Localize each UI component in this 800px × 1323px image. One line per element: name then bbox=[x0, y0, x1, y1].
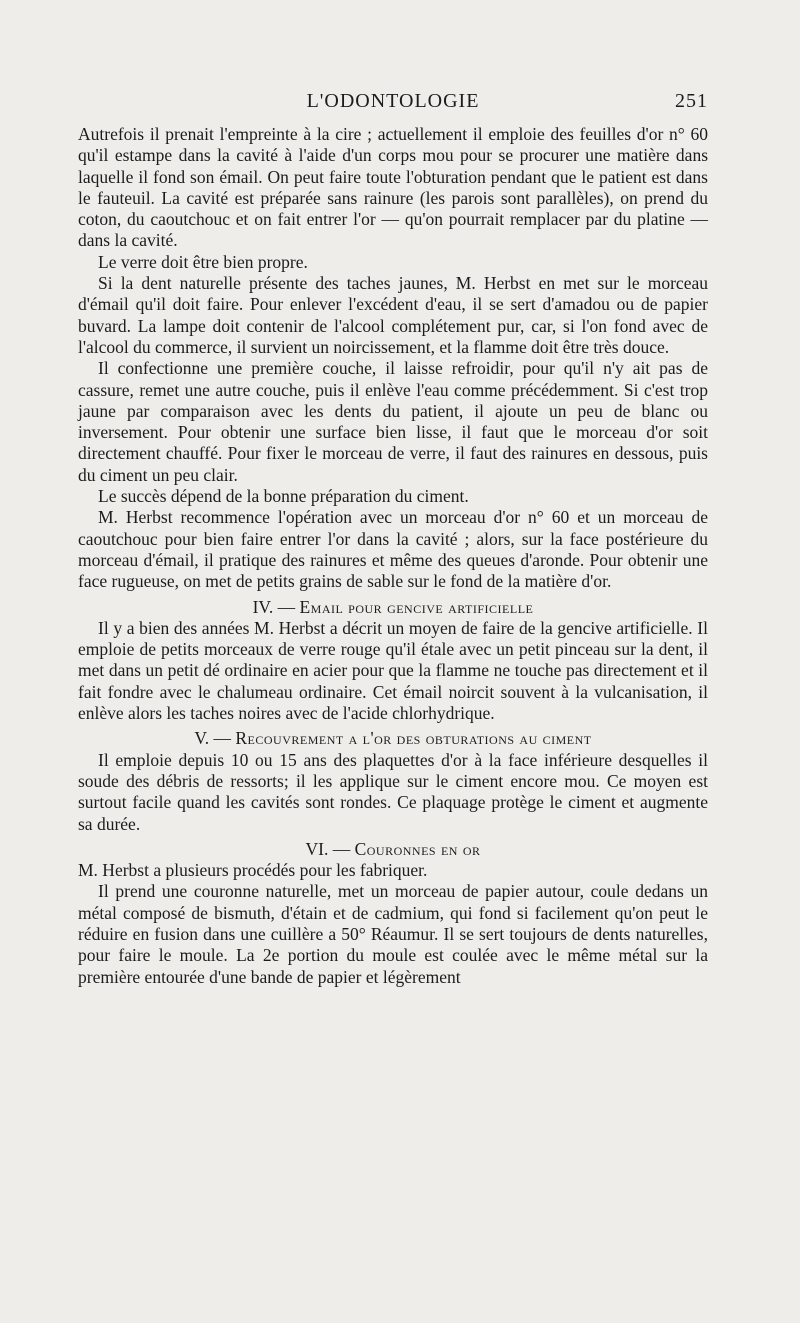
paragraph: Autrefois il prenait l'empreinte à la cire ; actuellement il emploie des feuilles d'or n° 60 qu'il estampe dans la cavité à l'aide d'un corps mou pour se procurer une matière dans laquelle il fond son émail. On peut faire toute l'obturation pendant que le patient est dans le fauteuil. La cavité est préparée sans rainure (les parois sont parallèles), on prend du coton, du caoutchouc et on fait entrer l'or — qu'on pourrait remplacer par du platine — dans la cavité. bbox=[78, 124, 708, 251]
paragraph: Il emploie depuis 10 ou 15 ans des plaquettes d'or à la face inférieure desquelles il soude des débris de ressorts; il les applique sur le ciment encore mou. Ce moyen est surtout facile quand les cavités sont rondes. Ce plaquage protège le ciment et augmente sa durée. bbox=[78, 749, 708, 834]
section-title: Email pour gencive artificielle bbox=[299, 596, 534, 617]
section-heading-vi bbox=[78, 839, 708, 860]
paragraph: Il prend une couronne naturelle, met un morceau de papier autour, coule dedans un métal composé de bismuth, d'étain et de cadmium, qui fond si facilement qu'on peut le réduire en fusion dans une cuillère a 50° Réaumur. Il se sert toujours de dents naturelles, pour faire le moule. La 2e portion du moule est coulée avec le même métal sur la première entourée d'une bande de papier et légèrement bbox=[78, 881, 708, 987]
section-number: VI. — bbox=[305, 838, 355, 859]
section-number: IV. — bbox=[252, 596, 300, 617]
paragraph: M. Herbst a plusieurs procédés pour les fabriquer. bbox=[78, 860, 428, 881]
section-title: Recouvrement a l'or des obturations au ciment bbox=[235, 728, 592, 749]
body-text bbox=[78, 124, 708, 988]
page-number: 251 bbox=[675, 90, 708, 112]
running-title: L'ODONTOLOGIE bbox=[306, 90, 480, 112]
paragraph: Il y a bien des années M. Herbst a décrit un moyen de faire de la gencive artificielle. Il emploie de petits morceaux de verre rouge qu'il étale avec un petit pinceau sur la dent, il met dans un petit dé ordinaire en acier pour que la flamme ne touche pas directement et il fait fondre avec le chalumeau ordinaire. Cet émail noircit souvent à la vulcanisation, il enlève alors les taches noires avec de l'acide chlorhydrique. bbox=[78, 617, 708, 724]
paragraph: Le verre doit être bien propre. bbox=[98, 251, 308, 272]
paragraph: M. Herbst recommence l'opération avec un morceau d'or n° 60 et un morceau de caoutchouc pour bien faire entrer l'or dans la cavité ; alors, sur la face postérieure du morceau d'émail, il pratique des rainures et même des queues d'aronde. Pour obtenir une face rugueuse, on met de petits grains de sable sur le fond de la matière d'or. bbox=[78, 507, 708, 592]
section-heading-v bbox=[78, 728, 708, 749]
paragraph: Si la dent naturelle présente des taches jaunes, M. Herbst en met sur le morceau d'émail qu'il doit faire. Pour enlever l'excédent d'eau, il se sert d'amadou ou de papier buvard. La lampe doit contenir de l'alcool complétement pur, car, si l'on fond avec de l'alcool du commerce, il survient un noircissement, et la flamme doit être très douce. bbox=[78, 273, 708, 357]
section-title: Couronnes en or bbox=[354, 838, 481, 859]
document-page bbox=[78, 90, 708, 988]
paragraph: Le succès dépend de la bonne préparation du ciment. bbox=[98, 486, 469, 507]
paragraph: Il confectionne une première couche, il laisse refroidir, pour qu'il n'y ait pas de cassure, remet une autre couche, puis il enlève l'eau comme précédemment. Si c'est trop jaune par comparaison avec les dents du patient, il ajoute un peu de blanc ou inversement. Pour obtenir une surface bien lisse, il faut que le morceau d'or soit directement chauffé. Pour fixer le morceau de verre, il faut des rainures en dessous, puis du ciment un peu clair. bbox=[78, 358, 708, 485]
section-heading-iv bbox=[78, 597, 708, 618]
section-number: V. — bbox=[194, 728, 236, 749]
page-header bbox=[78, 90, 708, 124]
